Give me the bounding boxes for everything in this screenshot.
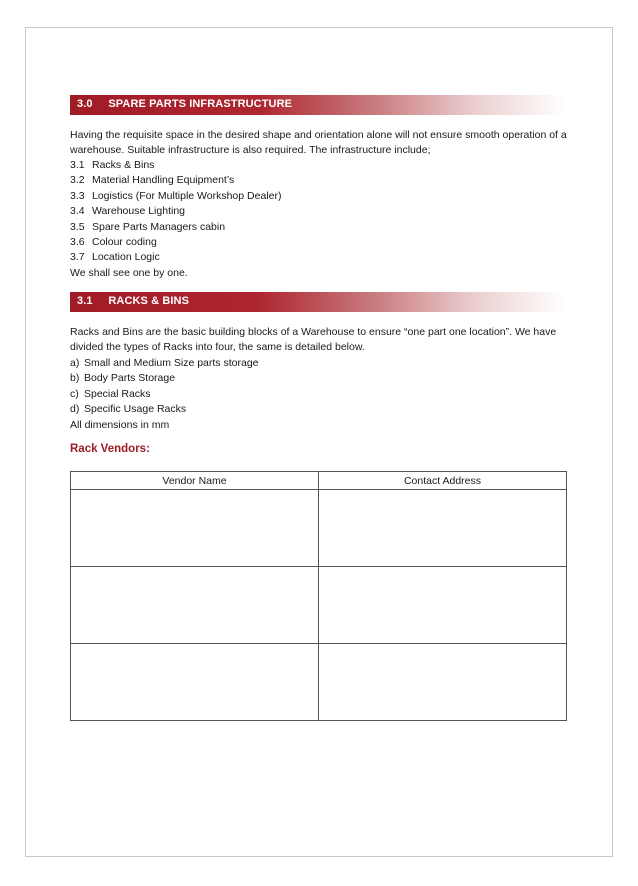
section-number: 3.0 xyxy=(77,98,93,110)
racks-intro-paragraph: Racks and Bins are the basic building blocks of a Warehouse to ensure “one part one location”. We have divided the types of Racks into four, the same is detailed below. xyxy=(70,326,557,353)
list-item: 3.5 Spare Parts Managers cabin xyxy=(70,220,226,233)
table-row xyxy=(71,644,567,721)
list-item: c) Special Racks xyxy=(70,387,151,400)
list-item: b) Body Parts Storage xyxy=(70,372,176,385)
section-header-3-1 xyxy=(70,292,565,312)
list-item: 3.6 Colour coding xyxy=(70,236,157,249)
section-header-title xyxy=(77,98,292,110)
column-header-vendor-name: Vendor Name xyxy=(71,472,319,490)
section-title: RACKS & BINS xyxy=(108,295,190,307)
list-item: 3.4 Warehouse Lighting xyxy=(70,205,186,218)
section-header-3-0 xyxy=(70,95,565,115)
infrastructure-list xyxy=(70,158,281,281)
list-item: a) Small and Medium Size parts storage xyxy=(70,357,259,369)
section-title: SPARE PARTS INFRASTRUCTURE xyxy=(108,98,293,110)
vendor-name-cell[interactable] xyxy=(71,490,319,567)
dimension-note: All dimensions in mm xyxy=(70,418,170,431)
table-header-row xyxy=(71,472,567,490)
rack-types-list xyxy=(70,356,259,433)
list-item: 3.2 Material Handling Equipment’s xyxy=(70,174,235,187)
list-item: 3.1 Racks & Bins xyxy=(70,159,155,171)
table-row xyxy=(71,490,567,567)
column-header-contact-address: Contact Address xyxy=(319,472,567,490)
vendor-name-cell[interactable] xyxy=(71,644,319,721)
table-row xyxy=(71,567,567,644)
section-number: 3.1 xyxy=(77,295,93,307)
vendor-name-cell[interactable] xyxy=(71,567,319,644)
rack-vendors-table xyxy=(70,471,567,721)
list-item: 3.3 Logistics (For Multiple Workshop Dealer) xyxy=(70,189,282,202)
rack-vendors-heading: Rack Vendors: xyxy=(70,443,150,455)
contact-address-cell[interactable] xyxy=(319,567,567,644)
contact-address-cell[interactable] xyxy=(319,644,567,721)
closing-line: We shall see one by one. xyxy=(70,266,188,279)
intro-paragraph: Having the requisite space in the desired shape and orientation alone will not ensure smooth operation of a warehouse. Suitable infrastructure is also required. The infrastructure include; xyxy=(70,129,567,156)
contact-address-cell[interactable] xyxy=(319,490,567,567)
list-item: d) Specific Usage Racks xyxy=(70,403,187,416)
list-item: 3.7 Location Logic xyxy=(70,251,160,264)
section-header-title xyxy=(77,295,189,307)
